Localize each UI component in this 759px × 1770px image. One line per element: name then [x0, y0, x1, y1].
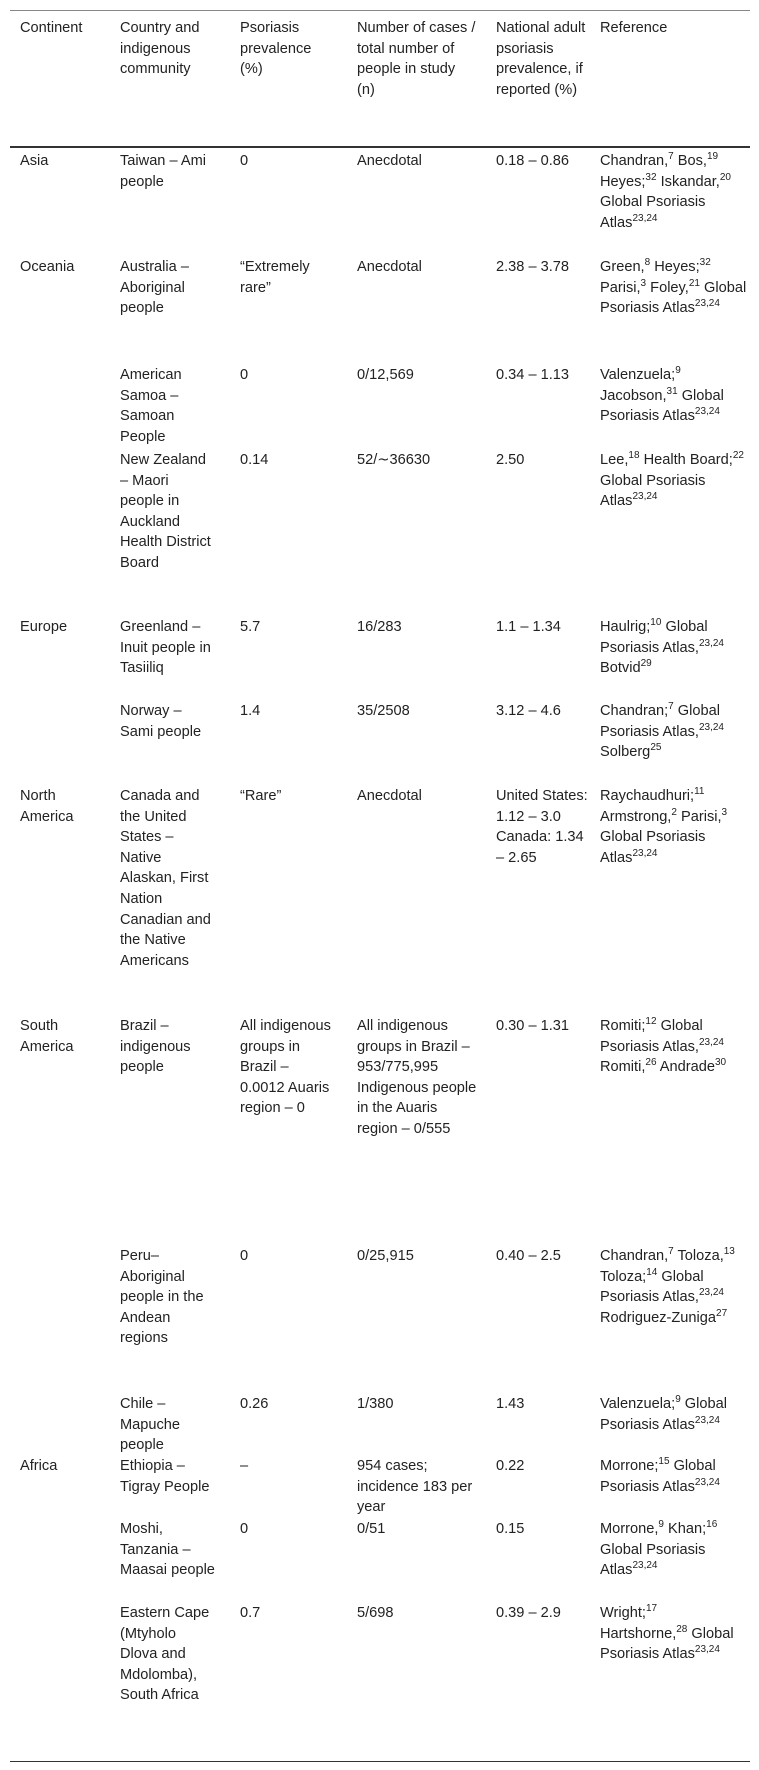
reference-text: Global Psoriasis Atlas: [600, 829, 706, 866]
cell-prevalence: 0.14: [240, 452, 269, 468]
citation-superscript: 9: [658, 1519, 664, 1531]
citation-superscript: 18: [628, 450, 640, 462]
cell-country: Greenland – Inuit people in Tasiiliq: [120, 619, 211, 677]
cell-cases: All indigenous groups in Brazil – 953/775,995 Indigenous people in the Auaris region – 0/555: [357, 1018, 477, 1137]
cell-country: New Zealand – Maori people in Auckland Health District Board: [120, 452, 211, 571]
cell-national-prevalence: 1.1 – 1.34: [496, 619, 561, 635]
cell-reference: [600, 1519, 748, 1581]
reference-text: Global Psoriasis Atlas,: [600, 619, 708, 656]
reference-text: Toloza;: [600, 1268, 647, 1285]
header-prevalence: Psoriasis prevalence (%): [240, 20, 312, 78]
cell-continent: Africa: [20, 1458, 58, 1474]
cell-reference: [600, 617, 748, 679]
cell-continent: Oceania: [20, 259, 75, 275]
cell-cases: 5/698: [357, 1605, 394, 1621]
reference-text: Morrone,: [600, 1521, 659, 1537]
cell-prevalence: All indigenous groups in Brazil – 0.0012 Auaris region – 0: [240, 1018, 331, 1117]
citation-superscript: 13: [723, 1246, 735, 1258]
cell-reference: [600, 1394, 748, 1435]
cell-reference: [600, 365, 748, 427]
cell-country: Brazil – indigenous people: [120, 1018, 191, 1076]
reference-text: Parisi,: [600, 279, 641, 296]
cell-national-prevalence: 1.43: [496, 1396, 525, 1412]
cell-prevalence: “Rare”: [240, 788, 282, 804]
cell-prevalence: 0: [240, 367, 249, 383]
cell-cases: Anecdotal: [357, 259, 422, 275]
citation-superscript: 31: [666, 385, 678, 397]
cell-national-prevalence: 3.12 – 4.6: [496, 703, 561, 719]
cell-cases: 35/2508: [357, 703, 410, 719]
cell-reference: [600, 1603, 748, 1665]
citation-superscript: 23,24: [632, 212, 658, 224]
citation-superscript: 15: [658, 1456, 670, 1468]
reference-text: Green,: [600, 259, 645, 275]
cell-prevalence: –: [240, 1458, 249, 1474]
reference-text: Global Psoriasis Atlas: [600, 1625, 734, 1663]
cell-country: Canada and the United States – Native Alaskan, First Nation Canadian and the Native Americans: [120, 788, 211, 969]
citation-superscript: 23,24: [632, 847, 658, 859]
header-continent: Continent: [20, 20, 83, 36]
cell-national-prevalence: 0.39 – 2.9: [496, 1605, 561, 1621]
cell-cases: 52/∼36630: [357, 452, 431, 468]
citation-superscript: 21: [688, 277, 700, 289]
reference-text: Bos,: [673, 153, 707, 169]
reference-text: Raychaudhuri;: [600, 788, 695, 804]
reference-text: Global Psoriasis Atlas,: [600, 1018, 703, 1055]
cell-prevalence: 0.26: [240, 1396, 269, 1412]
cell-national-prevalence: 0.18 – 0.86: [496, 153, 570, 169]
cell-reference: [600, 1456, 748, 1497]
cell-reference: [600, 701, 748, 763]
cell-prevalence: 1.4: [240, 703, 261, 719]
table-bottom-rule: [10, 1761, 750, 1762]
reference-text: Morrone;: [600, 1458, 659, 1474]
citation-superscript: 16: [706, 1519, 718, 1531]
citation-superscript: 32: [645, 171, 657, 183]
cell-prevalence: 0: [240, 1248, 249, 1264]
citation-superscript: 9: [675, 365, 681, 377]
citation-superscript: 2: [671, 806, 677, 818]
reference-text: Jacobson,: [600, 387, 667, 404]
cell-prevalence: “Extremely rare”: [240, 259, 310, 296]
citation-superscript: 25: [650, 742, 662, 754]
cell-reference: [600, 786, 748, 868]
citation-superscript: 14: [646, 1266, 658, 1278]
citation-superscript: 17: [645, 1603, 658, 1615]
citation-superscript: 7: [668, 151, 674, 163]
cell-country: Ethiopia – Tigray People: [120, 1458, 210, 1495]
cell-prevalence: 0.7: [240, 1605, 261, 1621]
citation-superscript: 23,24: [698, 1287, 724, 1299]
citation-superscript: 23,24: [698, 637, 724, 649]
reference-text: Health Board;: [639, 452, 733, 468]
cell-country: Peru– Aboriginal people in the Andean regions: [120, 1248, 204, 1347]
cell-national-prevalence: 0.15: [496, 1521, 525, 1537]
cell-country: Eastern Cape (Mtyholo Dlova and Mdolomba), South Africa: [120, 1605, 210, 1704]
citation-superscript: 9: [675, 1394, 681, 1406]
reference-text: Parisi,: [676, 808, 722, 825]
citation-superscript: 23,24: [694, 1644, 720, 1656]
header-rule: [10, 146, 750, 148]
reference-text: Armstrong,: [600, 808, 672, 825]
reference-text: Heyes;: [600, 173, 646, 190]
reference-text: Foley,: [646, 279, 689, 296]
reference-text: Rodriguez-Zuniga: [600, 1309, 717, 1326]
reference-text: Chandran;: [600, 703, 669, 719]
citation-superscript: 23,24: [694, 298, 720, 310]
cell-country: Chile – Mapuche people: [120, 1396, 181, 1454]
citation-superscript: 3: [721, 806, 728, 818]
cell-prevalence: 0: [240, 153, 249, 169]
citation-superscript: 20: [719, 171, 731, 183]
citation-superscript: 29: [640, 658, 652, 670]
citation-superscript: 22: [732, 450, 744, 462]
reference-text: Heyes;: [650, 259, 700, 275]
reference-text: Global Psoriasis Atlas: [600, 194, 706, 231]
cell-cases: 0/51: [357, 1521, 386, 1537]
cell-prevalence: 0: [240, 1521, 249, 1537]
citation-superscript: 8: [644, 257, 651, 269]
reference-text: Solberg: [600, 744, 651, 761]
citation-superscript: 30: [714, 1057, 727, 1069]
cell-reference: [600, 1016, 748, 1078]
citation-superscript: 23,24: [698, 1036, 724, 1048]
cell-continent: Asia: [20, 153, 49, 169]
cell-continent: North America: [20, 788, 74, 825]
cell-continent: Europe: [20, 619, 68, 635]
reference-text: Botvid: [600, 660, 641, 677]
header-country: Country and indigenous community: [120, 20, 200, 78]
reference-text: Global Psoriasis Atlas,: [600, 703, 720, 740]
citation-superscript: 11: [694, 786, 705, 798]
header-cases: Number of cases / total number of people in study (n): [357, 20, 476, 98]
reference-text: Wright;: [600, 1605, 646, 1621]
reference-text: Global Psoriasis Atlas: [600, 1541, 706, 1579]
reference-text: Global Psoriasis Atlas: [600, 472, 706, 510]
citation-superscript: 27: [716, 1307, 728, 1319]
cell-reference: [600, 450, 748, 512]
cell-country: Taiwan – Ami people: [120, 153, 206, 190]
reference-text: Global Psoriasis Atlas,: [600, 1268, 704, 1306]
reference-text: Andrade: [656, 1059, 715, 1076]
reference-text: Chandran,: [600, 153, 669, 169]
cell-cases: Anecdotal: [357, 153, 422, 169]
citation-superscript: 23,24: [698, 721, 724, 733]
citation-superscript: 23,24: [694, 406, 720, 418]
cell-country: Australia – Aboriginal people: [120, 259, 189, 317]
cell-country: Moshi, Tanzania – Maasai people: [120, 1521, 215, 1579]
reference-text: Romiti;: [600, 1018, 646, 1034]
header-reference: Reference: [600, 20, 668, 36]
citation-superscript: 28: [676, 1623, 688, 1635]
citation-superscript: 7: [668, 1246, 674, 1258]
reference-text: Iskandar,: [656, 173, 720, 190]
reference-text: Toloza,: [673, 1248, 724, 1264]
cell-cases: 0/12,569: [357, 367, 414, 383]
cell-national-prevalence: 0.34 – 1.13: [496, 367, 570, 383]
cell-national-prevalence: 0.40 – 2.5: [496, 1248, 561, 1264]
cell-cases: 1/380: [357, 1396, 394, 1412]
reference-text: Global Psoriasis Atlas: [600, 1458, 716, 1495]
reference-text: Global Psoriasis Atlas: [600, 1396, 727, 1433]
cell-cases: 0/25,915: [357, 1248, 414, 1264]
reference-text: Valenzuela;: [600, 1396, 676, 1412]
reference-text: Haulrig;: [600, 619, 651, 635]
cell-cases: Anecdotal: [357, 788, 422, 804]
citation-superscript: 12: [645, 1016, 657, 1028]
cell-reference: [600, 151, 748, 233]
cell-national-prevalence: 0.22: [496, 1458, 525, 1474]
cell-cases: 16/283: [357, 619, 402, 635]
citation-superscript: 19: [706, 151, 719, 163]
cell-national-prevalence: United States: 1.12 – 3.0 Canada: 1.34 – 2.65: [496, 788, 588, 866]
reference-text: Hartshorne,: [600, 1625, 677, 1642]
cell-reference: [600, 257, 748, 319]
cell-country: Norway – Sami people: [120, 703, 202, 740]
reference-text: Global Psoriasis Atlas: [600, 387, 724, 425]
cell-national-prevalence: 2.38 – 3.78: [496, 259, 570, 275]
reference-text: Lee,: [600, 452, 629, 468]
cell-cases: 954 cases; incidence 183 per year: [357, 1458, 473, 1516]
cell-prevalence: 5.7: [240, 619, 261, 635]
header-national-prevalence: National adult psoriasis prevalence, if reported (%): [496, 20, 586, 98]
citation-superscript: 7: [668, 701, 674, 713]
citation-superscript: 10: [650, 617, 662, 629]
citation-superscript: 23,24: [632, 491, 658, 503]
cell-national-prevalence: 2.50: [496, 452, 525, 468]
cell-national-prevalence: 0.30 – 1.31: [496, 1018, 570, 1034]
cell-reference: [600, 1246, 748, 1328]
cell-continent: South America: [20, 1018, 74, 1055]
citation-superscript: 23,24: [694, 1476, 720, 1488]
reference-text: Khan;: [663, 1521, 707, 1537]
reference-text: Global Psoriasis Atlas: [600, 279, 747, 317]
cell-country: American Samoa – Samoan People: [120, 367, 182, 445]
citation-superscript: 32: [699, 257, 711, 269]
reference-text: Chandran,: [600, 1248, 669, 1264]
table-top-rule: [10, 10, 750, 11]
citation-superscript: 3: [640, 277, 647, 289]
reference-text: Valenzuela;: [600, 367, 676, 383]
citation-superscript: 23,24: [694, 1414, 720, 1426]
reference-text: Romiti,: [600, 1059, 646, 1076]
citation-superscript: 23,24: [632, 1560, 658, 1572]
citation-superscript: 26: [645, 1057, 657, 1069]
